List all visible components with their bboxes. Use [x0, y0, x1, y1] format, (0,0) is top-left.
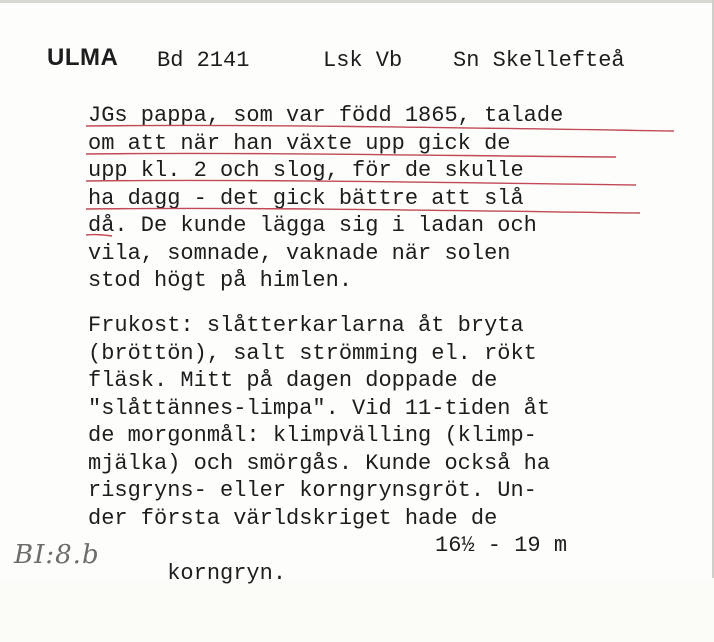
text-line: risgryns- eller korngrynsgröt. Un-	[88, 478, 537, 503]
text-line: der första världskriget hade de	[88, 505, 498, 531]
parish-name: Sn Skellefteå	[453, 48, 625, 73]
text-line: JGs pappa, som var född 1865, talade	[88, 103, 564, 128]
text-line: (bröttön), salt strömming el. rökt	[88, 340, 537, 366]
text-line: vila, somnade, vaknade när solen	[88, 240, 511, 266]
text-line: de morgonmål: klimpvälling (klimp-	[88, 423, 537, 448]
paragraph-1	[88, 102, 688, 295]
page-measure: 16½ - 19 m	[435, 533, 568, 558]
volume-number: Bd 2141	[157, 48, 250, 73]
paragraph-2	[88, 312, 688, 586]
text-line: ha dagg - det gick bättre att slå	[88, 185, 524, 211]
text-line: mjälka) och smörgås. Kunde också ha	[88, 450, 551, 476]
text-line: då. De kunde lägga sig i ladan och	[88, 213, 537, 238]
text-line: Frukost: slåtterkarlarna åt bryta	[88, 313, 524, 338]
text-line: fläsk. Mitt på dagen doppade de	[88, 368, 498, 393]
text-line: om att när han växte upp gick de	[88, 130, 511, 156]
text-line-last	[88, 532, 688, 586]
card-header	[47, 44, 687, 84]
province-code: Lsk Vb	[323, 48, 403, 73]
text-line: upp kl. 2 och slog, för de skulle	[88, 158, 524, 183]
text-line-content: korngryn.	[167, 560, 287, 586]
archive-code: ULMA	[47, 44, 119, 71]
card-edge-top	[0, 0, 714, 3]
handwritten-mark-text: BI:8.b	[14, 540, 100, 570]
text-line: stod högt på himlen.	[88, 268, 353, 293]
handwritten-mark	[14, 540, 124, 578]
text-line: "slåttännes-limpa". Vid 11-tiden åt	[88, 395, 551, 421]
